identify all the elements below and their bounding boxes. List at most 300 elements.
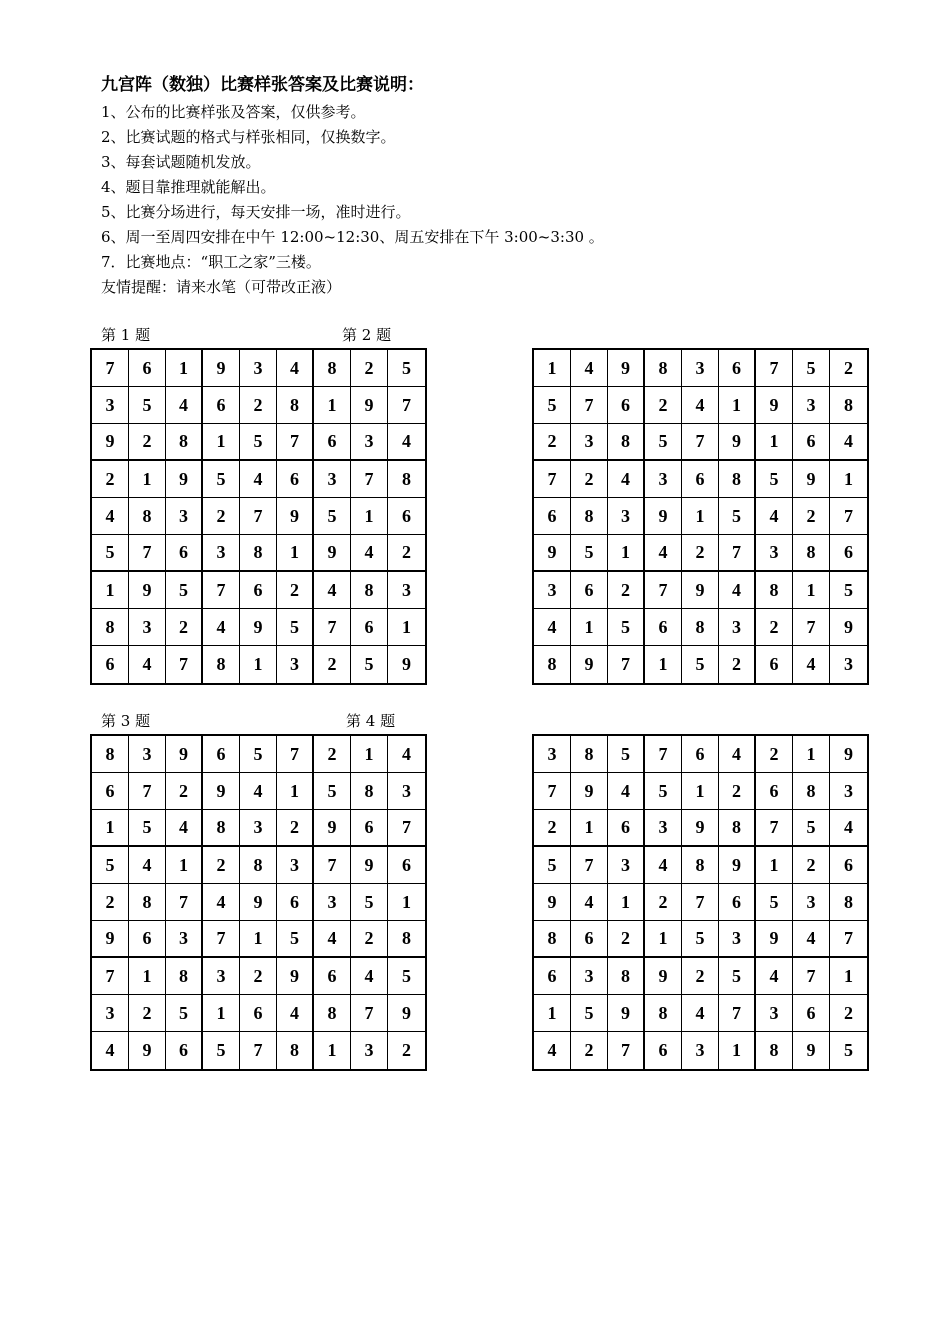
sudoku-cell: 6 (719, 884, 756, 921)
sudoku-cell: 9 (756, 387, 793, 424)
sudoku-cell: 3 (682, 1032, 719, 1069)
sudoku-cell: 9 (351, 847, 388, 884)
sudoku-cell: 4 (277, 350, 314, 387)
sudoku-cell: 5 (351, 884, 388, 921)
sudoku-cell: 9 (240, 884, 277, 921)
sudoku-cell: 2 (719, 646, 756, 683)
sudoku-cell: 9 (203, 350, 240, 387)
sudoku-cell: 5 (571, 535, 608, 572)
sudoku-cell: 6 (645, 1032, 682, 1069)
sudoku-cell: 8 (129, 498, 166, 535)
sudoku-cell: 3 (240, 350, 277, 387)
sudoku-cell: 2 (645, 387, 682, 424)
sudoku-cell: 6 (203, 736, 240, 773)
sudoku-cell: 9 (277, 498, 314, 535)
sudoku-cell: 1 (682, 773, 719, 810)
instruction-line: 5、比赛分场进行，每天安排一场，准时进行。 (101, 203, 411, 221)
sudoku-cell: 9 (645, 498, 682, 535)
sudoku-cell: 8 (682, 847, 719, 884)
sudoku-cell: 1 (277, 773, 314, 810)
sudoku-cell: 7 (719, 995, 756, 1032)
sudoku-cell: 9 (314, 810, 351, 847)
sudoku-cell: 3 (719, 921, 756, 958)
sudoku-cell: 9 (608, 995, 645, 1032)
sudoku-cell: 5 (682, 921, 719, 958)
sudoku-cell: 4 (314, 572, 351, 609)
sudoku-cell: 4 (166, 810, 203, 847)
sudoku-cell: 8 (719, 461, 756, 498)
sudoku-cell: 4 (277, 995, 314, 1032)
sudoku-cell: 8 (534, 646, 571, 683)
instruction-line: 3、每套试题随机发放。 (101, 153, 261, 171)
sudoku-cell: 1 (277, 535, 314, 572)
sudoku-cell: 5 (645, 773, 682, 810)
sudoku-cell: 5 (314, 498, 351, 535)
sudoku-cell: 3 (388, 773, 425, 810)
sudoku-cell: 3 (830, 773, 867, 810)
sudoku-cell: 1 (682, 498, 719, 535)
sudoku-cell: 5 (645, 424, 682, 461)
sudoku-cell: 5 (92, 847, 129, 884)
sudoku-cell: 2 (608, 572, 645, 609)
sudoku-cell: 7 (92, 350, 129, 387)
sudoku-cell: 5 (608, 609, 645, 646)
sudoku-cell: 1 (351, 498, 388, 535)
puzzle-4-label: 第 4 题 (346, 712, 396, 730)
sudoku-cell: 2 (682, 958, 719, 995)
sudoku-cell: 1 (388, 884, 425, 921)
sudoku-cell: 8 (203, 810, 240, 847)
sudoku-cell: 9 (129, 572, 166, 609)
sudoku-cell: 1 (793, 572, 830, 609)
sudoku-cell: 4 (166, 387, 203, 424)
sudoku-cell: 7 (388, 810, 425, 847)
sudoku-cell: 6 (534, 498, 571, 535)
sudoku-cell: 3 (719, 609, 756, 646)
sudoku-cell: 3 (277, 847, 314, 884)
sudoku-cell: 9 (277, 958, 314, 995)
sudoku-cell: 4 (719, 572, 756, 609)
sudoku-cell: 3 (571, 424, 608, 461)
sudoku-cell: 4 (571, 884, 608, 921)
sudoku-cell: 8 (571, 498, 608, 535)
sudoku-cell: 2 (645, 884, 682, 921)
sudoku-cell: 5 (166, 572, 203, 609)
sudoku-cell: 5 (756, 461, 793, 498)
sudoku-cell: 8 (793, 535, 830, 572)
sudoku-cell: 6 (830, 847, 867, 884)
sudoku-cell: 8 (314, 350, 351, 387)
sudoku-cell: 4 (240, 773, 277, 810)
sudoku-cell: 8 (92, 736, 129, 773)
sudoku-cell: 9 (314, 535, 351, 572)
sudoku-cell: 6 (351, 810, 388, 847)
sudoku-cell: 6 (166, 535, 203, 572)
sudoku-cell: 4 (92, 1032, 129, 1069)
sudoku-cell: 6 (645, 609, 682, 646)
sudoku-cell: 6 (571, 572, 608, 609)
sudoku-cell: 5 (277, 921, 314, 958)
sudoku-cell: 3 (793, 884, 830, 921)
sudoku-cell: 5 (719, 958, 756, 995)
instruction-line: 1、公布的比赛样张及答案，仅供参考。 (101, 103, 366, 121)
sudoku-cell: 3 (277, 646, 314, 683)
sudoku-cell: 3 (203, 535, 240, 572)
sudoku-cell: 6 (92, 773, 129, 810)
sudoku-cell: 1 (92, 572, 129, 609)
sudoku-cell: 6 (203, 387, 240, 424)
sudoku-cell: 1 (534, 995, 571, 1032)
sudoku-cell: 1 (240, 921, 277, 958)
sudoku-cell: 9 (534, 884, 571, 921)
sudoku-cell: 6 (608, 387, 645, 424)
sudoku-cell: 4 (129, 847, 166, 884)
sudoku-cell: 2 (830, 350, 867, 387)
sudoku-cell: 2 (534, 424, 571, 461)
sudoku-cell: 9 (351, 387, 388, 424)
sudoku-cell: 7 (645, 572, 682, 609)
sudoku-cell: 4 (682, 995, 719, 1032)
sudoku-cell: 2 (756, 609, 793, 646)
sudoku-cell: 7 (830, 498, 867, 535)
sudoku-cell: 5 (277, 609, 314, 646)
sudoku-cell: 5 (682, 646, 719, 683)
sudoku-cell: 2 (129, 995, 166, 1032)
sudoku-cell: 2 (571, 1032, 608, 1069)
sudoku-cell: 7 (830, 921, 867, 958)
sudoku-cell: 8 (277, 387, 314, 424)
sudoku-cell: 7 (277, 736, 314, 773)
sudoku-cell: 9 (793, 461, 830, 498)
sudoku-cell: 8 (166, 424, 203, 461)
sudoku-cell: 4 (645, 847, 682, 884)
sudoku-cell: 2 (682, 535, 719, 572)
sudoku-cell: 3 (756, 995, 793, 1032)
sudoku-cell: 3 (351, 1032, 388, 1069)
sudoku-cell: 4 (571, 350, 608, 387)
sudoku-cell: 7 (608, 646, 645, 683)
sudoku-cell: 7 (351, 461, 388, 498)
sudoku-cell: 5 (388, 350, 425, 387)
sudoku-cell: 5 (203, 1032, 240, 1069)
sudoku-cell: 1 (719, 1032, 756, 1069)
sudoku-cell: 5 (92, 535, 129, 572)
reminder-line: 友情提醒：请来水笔（可带改正液） (101, 278, 342, 296)
sudoku-cell: 1 (203, 424, 240, 461)
sudoku-cell: 3 (129, 609, 166, 646)
sudoku-cell: 2 (719, 773, 756, 810)
instruction-line: 2、比赛试题的格式与样张相同，仅换数字。 (101, 128, 396, 146)
sudoku-cell: 3 (682, 350, 719, 387)
sudoku-cell: 1 (719, 387, 756, 424)
sudoku-grid-3 (90, 734, 427, 1071)
sudoku-cell: 8 (203, 646, 240, 683)
sudoku-cell: 7 (682, 424, 719, 461)
instruction-line: 4、题目靠推理就能解出。 (101, 178, 276, 196)
sudoku-cell: 5 (534, 387, 571, 424)
sudoku-cell: 1 (571, 810, 608, 847)
sudoku-cell: 4 (92, 498, 129, 535)
sudoku-cell: 9 (608, 350, 645, 387)
instruction-line: 6、周一至周四安排在中午 12:00~12:30、周五安排在下午 3:00~3:30 。 (101, 228, 604, 246)
sudoku-cell: 4 (793, 921, 830, 958)
sudoku-grid-4 (532, 734, 869, 1071)
sudoku-cell: 6 (793, 424, 830, 461)
sudoku-cell: 3 (608, 847, 645, 884)
sudoku-cell: 9 (402, 654, 411, 674)
sudoku-cell: 8 (719, 810, 756, 847)
sudoku-cell: 5 (314, 773, 351, 810)
sudoku-cell: 1 (203, 995, 240, 1032)
sudoku-cell: 1 (351, 736, 388, 773)
sudoku-cell: 5 (166, 995, 203, 1032)
sudoku-cell: 7 (682, 884, 719, 921)
sudoku-cell: 8 (277, 1032, 314, 1069)
sudoku-cell: 7 (756, 350, 793, 387)
sudoku-cell: 9 (92, 921, 129, 958)
sudoku-cell: 9 (129, 1032, 166, 1069)
sudoku-cell: 4 (830, 424, 867, 461)
sudoku-cell: 8 (682, 609, 719, 646)
sudoku-cell: 7 (240, 498, 277, 535)
sudoku-cell: 9 (830, 609, 867, 646)
sudoku-cell: 7 (129, 773, 166, 810)
sudoku-cell: 9 (793, 1032, 830, 1069)
sudoku-cell: 5 (129, 387, 166, 424)
sudoku-cell: 1 (388, 609, 425, 646)
sudoku-cell: 1 (166, 847, 203, 884)
sudoku-cell: 7 (203, 572, 240, 609)
sudoku-cell: 2 (240, 958, 277, 995)
sudoku-cell: 2 (571, 461, 608, 498)
sudoku-cell: 5 (830, 572, 867, 609)
sudoku-cell: 3 (756, 535, 793, 572)
puzzle-2-label: 第 2 题 (342, 326, 392, 344)
sudoku-cell: 3 (571, 958, 608, 995)
sudoku-cell: 3 (166, 498, 203, 535)
sudoku-cell: 8 (571, 736, 608, 773)
sudoku-cell: 2 (793, 498, 830, 535)
sudoku-cell: 1 (166, 350, 203, 387)
sudoku-cell: 1 (534, 350, 571, 387)
sudoku-cell: 9 (571, 773, 608, 810)
sudoku-cell: 3 (534, 572, 571, 609)
sudoku-cell: 6 (793, 995, 830, 1032)
sudoku-cell: 6 (830, 535, 867, 572)
sudoku-cell: 9 (682, 572, 719, 609)
sudoku-cell: 5 (756, 884, 793, 921)
sudoku-cell: 7 (571, 387, 608, 424)
sudoku-cell: 5 (240, 424, 277, 461)
sudoku-cell: 5 (534, 847, 571, 884)
sudoku-cell: 1 (608, 535, 645, 572)
sudoku-cell: 4 (608, 773, 645, 810)
sudoku-cell: 4 (608, 461, 645, 498)
sudoku-cell: 3 (645, 810, 682, 847)
sudoku-cell: 2 (277, 810, 314, 847)
sudoku-cell: 1 (129, 461, 166, 498)
sudoku-cell: 6 (682, 461, 719, 498)
sudoku-cell: 6 (719, 350, 756, 387)
sudoku-cell: 4 (719, 736, 756, 773)
sudoku-cell: 2 (166, 773, 203, 810)
sudoku-cell: 1 (608, 884, 645, 921)
sudoku-cell: 2 (756, 736, 793, 773)
sudoku-cell: 5 (844, 1040, 853, 1060)
sudoku-cell: 8 (756, 1032, 793, 1069)
sudoku-cell: 1 (756, 424, 793, 461)
sudoku-cell: 5 (388, 958, 425, 995)
sudoku-cell: 6 (608, 810, 645, 847)
sudoku-cell: 1 (314, 1032, 351, 1069)
sudoku-cell: 2 (830, 995, 867, 1032)
puzzle-1-label: 第 1 题 (101, 326, 151, 344)
sudoku-cell: 7 (534, 773, 571, 810)
sudoku-cell: 5 (351, 646, 388, 683)
sudoku-cell: 3 (166, 921, 203, 958)
sudoku-cell: 2 (534, 810, 571, 847)
sudoku-cell: 4 (793, 646, 830, 683)
sudoku-cell: 7 (166, 884, 203, 921)
sudoku-cell: 1 (830, 461, 867, 498)
sudoku-cell: 3 (240, 810, 277, 847)
sudoku-grid-1 (90, 348, 427, 685)
sudoku-cell: 2 (351, 921, 388, 958)
sudoku-cell: 3 (534, 736, 571, 773)
sudoku-cell: 2 (129, 424, 166, 461)
sudoku-cell: 5 (719, 498, 756, 535)
sudoku-cell: 7 (203, 921, 240, 958)
sudoku-cell: 7 (645, 736, 682, 773)
sudoku-cell: 8 (645, 350, 682, 387)
sudoku-cell: 2 (166, 609, 203, 646)
sudoku-cell: 4 (351, 535, 388, 572)
sudoku-cell: 4 (682, 387, 719, 424)
sudoku-cell: 7 (314, 609, 351, 646)
sudoku-cell: 3 (314, 461, 351, 498)
sudoku-cell: 4 (534, 1032, 571, 1069)
sudoku-cell: 2 (203, 498, 240, 535)
sudoku-cell: 8 (830, 387, 867, 424)
sudoku-cell: 5 (571, 995, 608, 1032)
sudoku-cell: 2 (240, 387, 277, 424)
sudoku-cell: 2 (402, 1040, 411, 1060)
sudoku-cell: 8 (388, 921, 425, 958)
sudoku-cell: 2 (388, 535, 425, 572)
sudoku-cell: 4 (129, 646, 166, 683)
sudoku-cell: 7 (277, 424, 314, 461)
sudoku-cell: 9 (388, 995, 425, 1032)
sudoku-cell: 7 (608, 1032, 645, 1069)
sudoku-cell: 6 (277, 461, 314, 498)
sudoku-cell: 7 (92, 958, 129, 995)
sudoku-cell: 1 (830, 958, 867, 995)
sudoku-cell: 8 (129, 884, 166, 921)
sudoku-cell: 4 (830, 810, 867, 847)
sudoku-cell: 8 (756, 572, 793, 609)
sudoku-cell: 6 (534, 958, 571, 995)
sudoku-cell: 3 (844, 654, 853, 674)
sudoku-cell: 6 (682, 736, 719, 773)
sudoku-cell: 6 (240, 572, 277, 609)
sudoku-cell: 6 (756, 773, 793, 810)
sudoku-cell: 4 (203, 884, 240, 921)
sudoku-cell: 9 (756, 921, 793, 958)
sudoku-cell: 2 (92, 461, 129, 498)
sudoku-cell: 4 (388, 424, 425, 461)
sudoku-cell: 3 (608, 498, 645, 535)
sudoku-cell: 9 (645, 958, 682, 995)
sudoku-cell: 2 (314, 646, 351, 683)
sudoku-cell: 6 (166, 1032, 203, 1069)
sudoku-cell: 5 (608, 736, 645, 773)
sudoku-cell: 9 (682, 810, 719, 847)
sudoku-cell: 3 (793, 387, 830, 424)
sudoku-cell: 6 (351, 609, 388, 646)
sudoku-cell: 8 (351, 773, 388, 810)
sudoku-cell: 3 (203, 958, 240, 995)
sudoku-cell: 5 (203, 461, 240, 498)
page-title: 九宫阵（数独）比赛样张答案及比赛说明： (101, 75, 424, 95)
sudoku-cell: 1 (314, 387, 351, 424)
sudoku-cell: 5 (793, 810, 830, 847)
sudoku-cell: 3 (92, 995, 129, 1032)
sudoku-cell: 6 (277, 884, 314, 921)
sudoku-cell: 7 (534, 461, 571, 498)
sudoku-cell: 7 (388, 387, 425, 424)
puzzle-3-label: 第 3 题 (101, 712, 151, 730)
sudoku-cell: 7 (314, 847, 351, 884)
sudoku-cell: 8 (314, 995, 351, 1032)
sudoku-cell: 2 (608, 921, 645, 958)
sudoku-cell: 6 (129, 350, 166, 387)
sudoku-cell: 8 (240, 535, 277, 572)
sudoku-cell: 4 (756, 958, 793, 995)
sudoku-cell: 2 (314, 736, 351, 773)
sudoku-cell: 7 (719, 535, 756, 572)
sudoku-cell: 7 (571, 847, 608, 884)
sudoku-cell: 4 (203, 609, 240, 646)
sudoku-grid-2 (532, 348, 869, 685)
sudoku-cell: 6 (129, 921, 166, 958)
sudoku-cell: 7 (129, 535, 166, 572)
sudoku-cell: 6 (314, 958, 351, 995)
sudoku-cell: 8 (388, 461, 425, 498)
sudoku-cell: 7 (756, 810, 793, 847)
sudoku-cell: 7 (793, 958, 830, 995)
sudoku-cell: 6 (571, 921, 608, 958)
sudoku-cell: 6 (756, 646, 793, 683)
sudoku-cell: 9 (571, 646, 608, 683)
sudoku-cell: 4 (240, 461, 277, 498)
sudoku-cell: 5 (793, 350, 830, 387)
sudoku-cell: 7 (793, 609, 830, 646)
sudoku-cell: 4 (388, 736, 425, 773)
sudoku-cell: 9 (92, 424, 129, 461)
sudoku-cell: 8 (793, 773, 830, 810)
sudoku-cell: 8 (608, 958, 645, 995)
sudoku-cell: 8 (240, 847, 277, 884)
sudoku-cell: 9 (719, 847, 756, 884)
sudoku-cell: 7 (166, 646, 203, 683)
sudoku-cell: 9 (534, 535, 571, 572)
sudoku-cell: 8 (645, 995, 682, 1032)
sudoku-cell: 1 (240, 646, 277, 683)
sudoku-cell: 1 (92, 810, 129, 847)
sudoku-cell: 6 (314, 424, 351, 461)
sudoku-cell: 7 (351, 995, 388, 1032)
sudoku-cell: 8 (608, 424, 645, 461)
